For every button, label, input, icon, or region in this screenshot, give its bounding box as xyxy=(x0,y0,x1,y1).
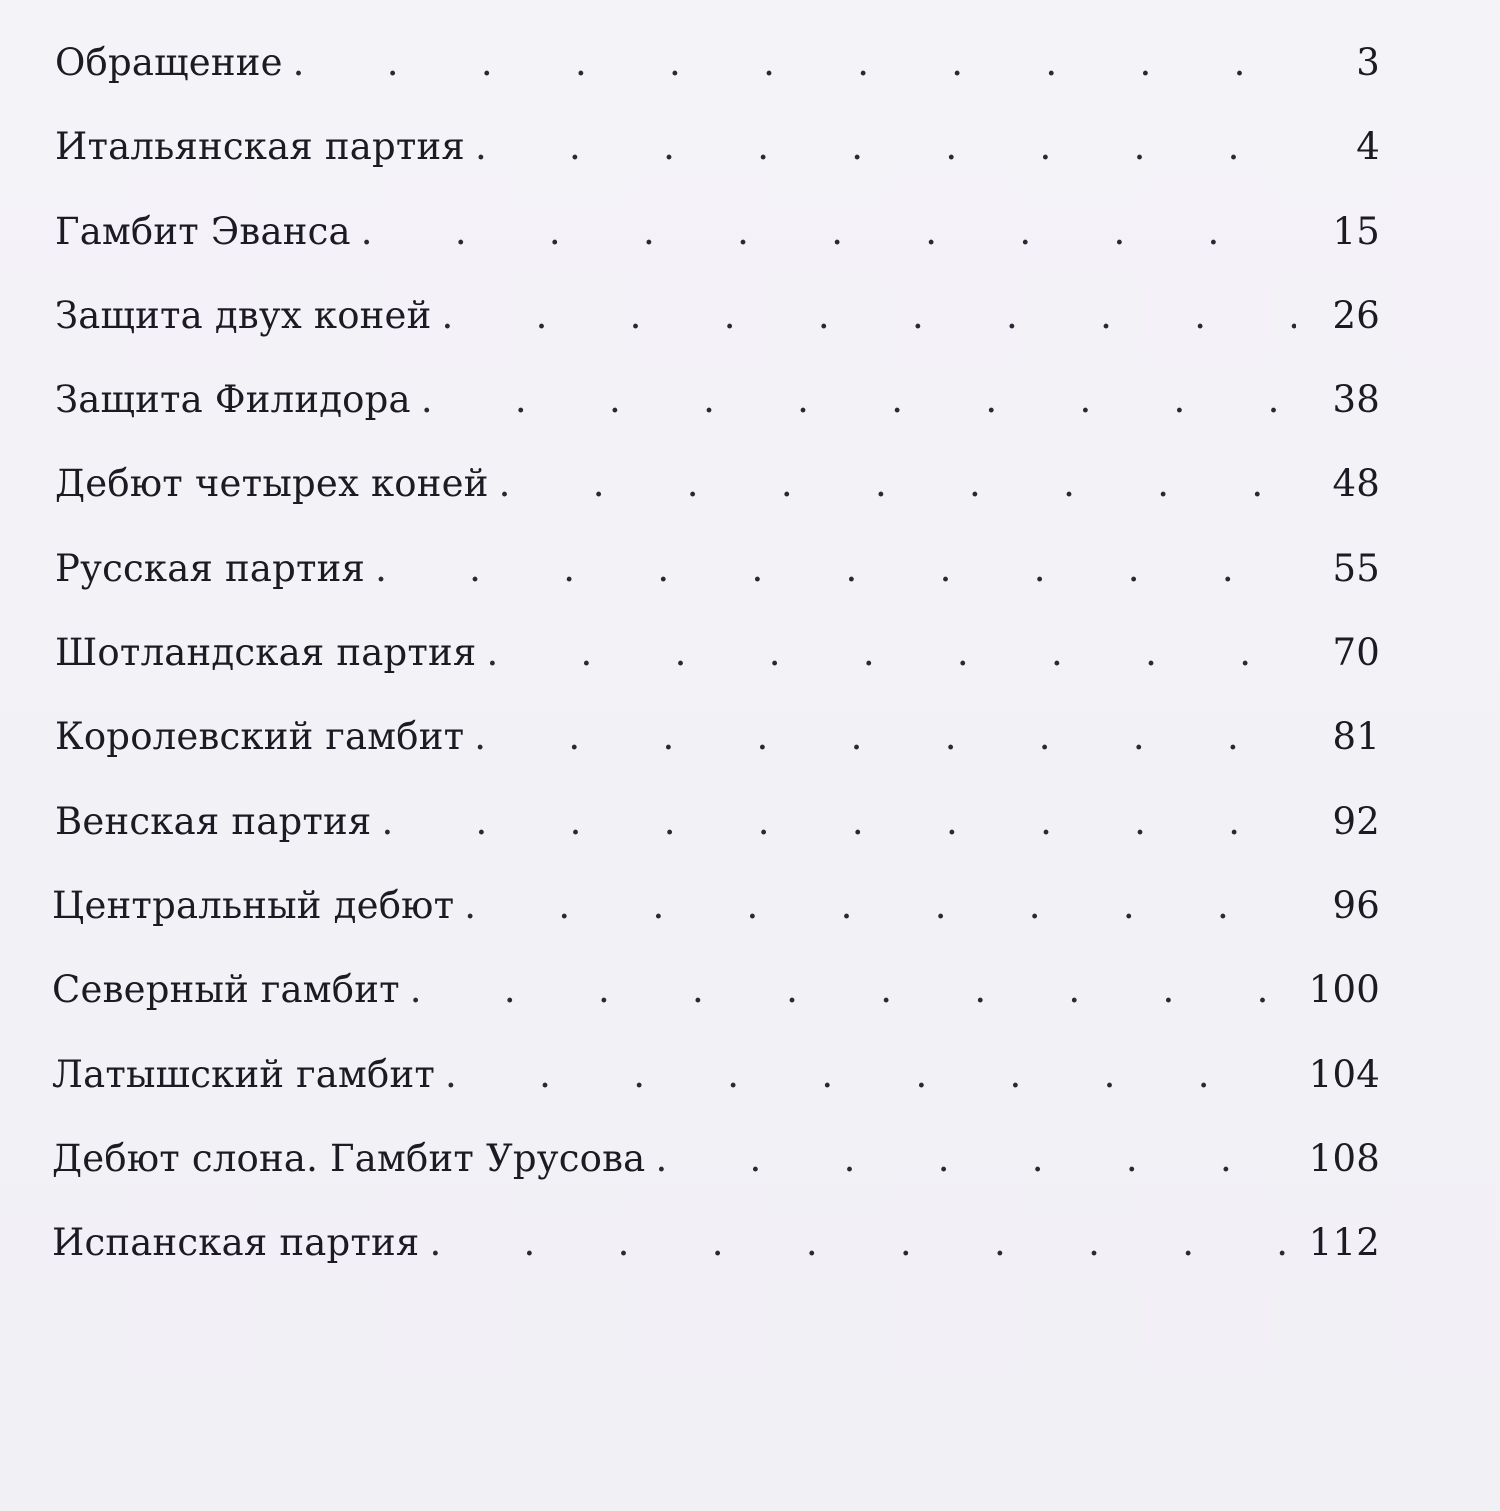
dot-leader xyxy=(464,873,1296,939)
toc-entry-title: Защита Филидора xyxy=(55,378,411,422)
toc-entry-page: 108 xyxy=(1308,1136,1380,1180)
toc-entry xyxy=(55,199,1380,283)
toc-entry-page: 3 xyxy=(1356,41,1380,84)
toc-entry xyxy=(52,957,1380,1041)
toc-entry-title: Дебют четырех коней xyxy=(55,462,489,506)
dot-leader xyxy=(429,1210,1294,1276)
toc-entry-title: Северный гамбит xyxy=(52,968,400,1012)
toc-entry-title: Королевский гамбит xyxy=(55,715,465,759)
dot-leader xyxy=(410,957,1295,1023)
toc-entry-title: Латышский гамбит xyxy=(52,1052,436,1096)
dot-leader xyxy=(375,536,1296,602)
toc-entry-title: Центральный дебют xyxy=(52,883,455,927)
dot-leader xyxy=(445,1042,1295,1108)
toc-entry xyxy=(55,114,1380,198)
toc-entry-page: 112 xyxy=(1308,1221,1380,1265)
toc-entry-page: 104 xyxy=(1308,1052,1380,1096)
toc-entry-title: Русская партия xyxy=(55,546,366,590)
toc-entry xyxy=(52,1210,1380,1294)
toc-entry xyxy=(55,789,1380,873)
toc-entry-page: 92 xyxy=(1332,799,1380,843)
toc-entry xyxy=(55,30,1380,114)
dot-leader xyxy=(499,451,1296,517)
toc-entry-title: Итальянская партия xyxy=(55,125,465,169)
toc-entry xyxy=(55,367,1380,451)
dot-leader xyxy=(655,1126,1294,1192)
toc-entry-title: Венская партия xyxy=(55,799,372,843)
toc-entry-title: Обращение xyxy=(55,41,283,84)
dot-leader xyxy=(442,283,1297,349)
toc-entry xyxy=(55,451,1380,535)
toc-entry-title: Шотландская партия xyxy=(55,631,477,675)
dot-leader xyxy=(361,199,1296,265)
toc-entry-page: 81 xyxy=(1332,715,1380,759)
dot-leader xyxy=(475,114,1296,180)
toc-entry-title: Гамбит Эванса xyxy=(55,209,351,253)
toc-entry-page: 100 xyxy=(1308,968,1380,1012)
toc-entry-page: 15 xyxy=(1332,209,1380,253)
toc-entry xyxy=(55,283,1380,367)
dot-leader xyxy=(293,30,1296,96)
toc-entry-page: 4 xyxy=(1356,125,1380,169)
dot-leader xyxy=(421,367,1296,433)
toc-entry xyxy=(55,536,1380,620)
toc-entry xyxy=(52,1126,1380,1210)
toc-entry-page: 26 xyxy=(1332,293,1380,337)
toc-entry xyxy=(55,704,1380,788)
toc-entry xyxy=(52,873,1380,957)
dot-leader xyxy=(474,704,1296,770)
dot-leader xyxy=(381,789,1296,855)
toc-entry-title: Защита двух коней xyxy=(55,293,432,337)
toc-entry-page: 96 xyxy=(1332,883,1380,927)
dot-leader xyxy=(486,620,1296,686)
toc-entry-page: 48 xyxy=(1332,462,1380,506)
toc-entry-title: Дебют слона. Гамбит Урусова xyxy=(52,1136,646,1180)
toc-entry xyxy=(55,620,1380,704)
toc-entry-page: 70 xyxy=(1332,631,1380,675)
toc-entry-title: Испанская партия xyxy=(52,1221,420,1265)
toc-entry xyxy=(52,1042,1380,1126)
toc-entry-page: 55 xyxy=(1332,546,1380,590)
toc-entry-page: 38 xyxy=(1332,378,1380,422)
table-of-contents xyxy=(52,30,1380,1294)
